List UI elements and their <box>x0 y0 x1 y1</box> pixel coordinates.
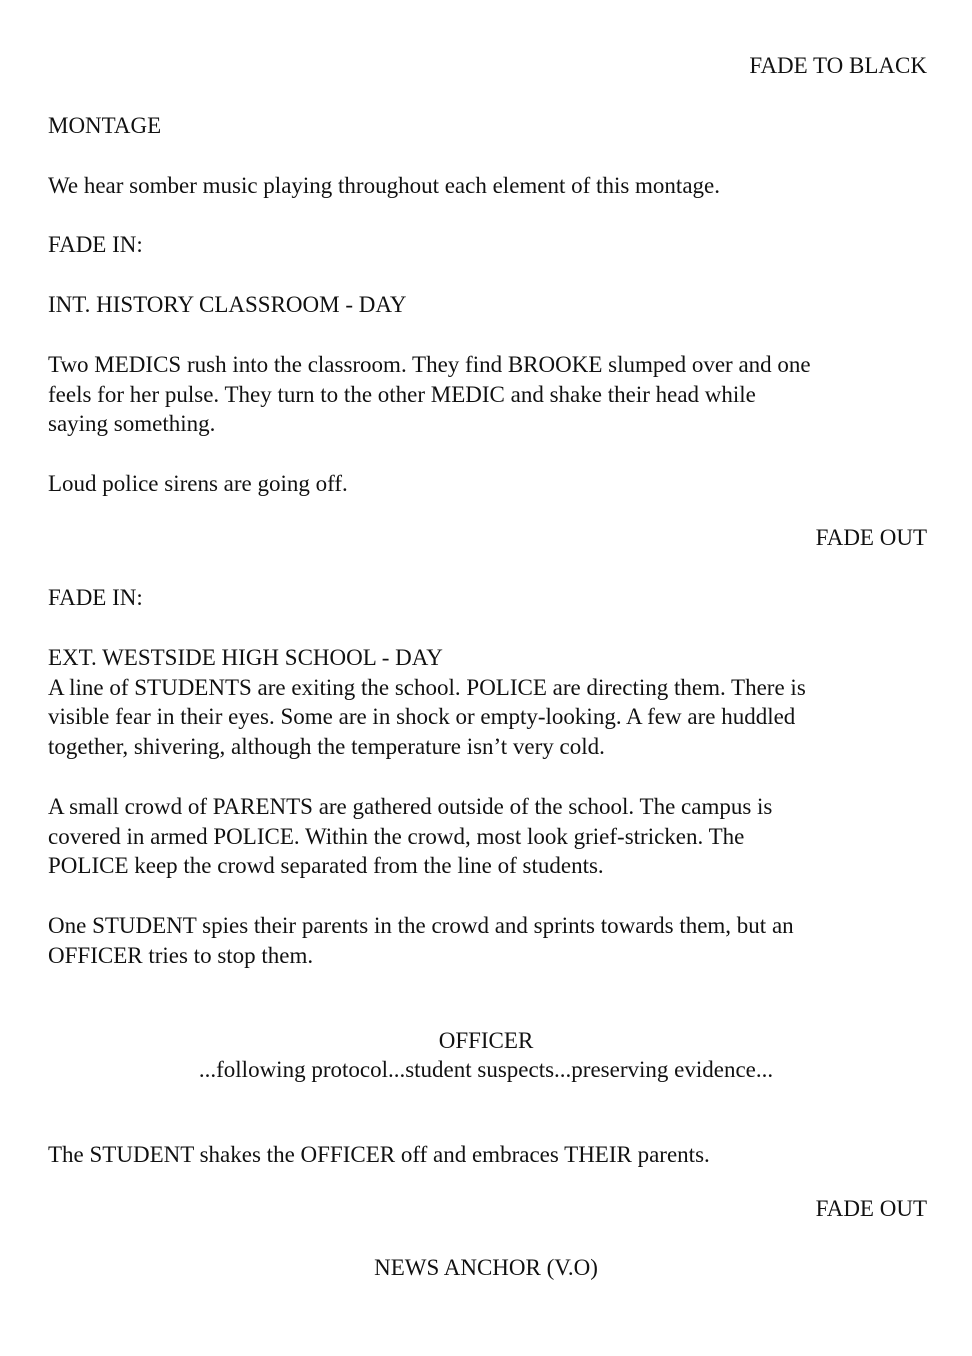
scene-heading: INT. HISTORY CLASSROOM - DAY <box>48 292 407 317</box>
action-line: covered in armed POLICE. Within the crowd, most look grief-stricken. The <box>48 824 745 849</box>
action-line: Loud police sirens are going off. <box>48 471 348 496</box>
montage-heading: MONTAGE <box>48 113 162 138</box>
transition-fade-out: FADE OUT <box>815 1196 927 1221</box>
action-line: Two MEDICS rush into the classroom. They find BROOKE slumped over and one <box>48 352 811 377</box>
action-line: The STUDENT shakes the OFFICER off and embraces THEIR parents. <box>48 1142 710 1167</box>
action-line: saying something. <box>48 411 216 436</box>
transition-fade-out: FADE OUT <box>815 525 927 550</box>
dialogue-line: ...following protocol...student suspects...preserving evidence... <box>198 1057 774 1082</box>
action-line: OFFICER tries to stop them. <box>48 943 314 968</box>
action-line: feels for her pulse. They turn to the other MEDIC and shake their head while <box>48 382 756 407</box>
montage-action: We hear somber music playing throughout each element of this montage. <box>48 173 720 198</box>
transition-fade-in: FADE IN: <box>48 585 143 610</box>
action-line: One STUDENT spies their parents in the crowd and sprints towards them, but an <box>48 913 794 938</box>
action-line: POLICE keep the crowd separated from the line of students. <box>48 853 604 878</box>
action-line: visible fear in their eyes. Some are in shock or empty-looking. A few are huddled <box>48 704 796 729</box>
character-name: NEWS ANCHOR (V.O) <box>374 1255 598 1280</box>
action-line: A line of STUDENTS are exiting the school. POLICE are directing them. There is <box>48 675 806 700</box>
action-line: together, shivering, although the temperature isn’t very cold. <box>48 734 605 759</box>
action-line: A small crowd of PARENTS are gathered outside of the school. The campus is <box>48 794 773 819</box>
character-name: OFFICER <box>438 1028 534 1053</box>
transition-fade-in: FADE IN: <box>48 232 143 257</box>
scene-heading: EXT. WESTSIDE HIGH SCHOOL - DAY <box>48 645 443 670</box>
transition-fade-to-black: FADE TO BLACK <box>749 53 927 78</box>
